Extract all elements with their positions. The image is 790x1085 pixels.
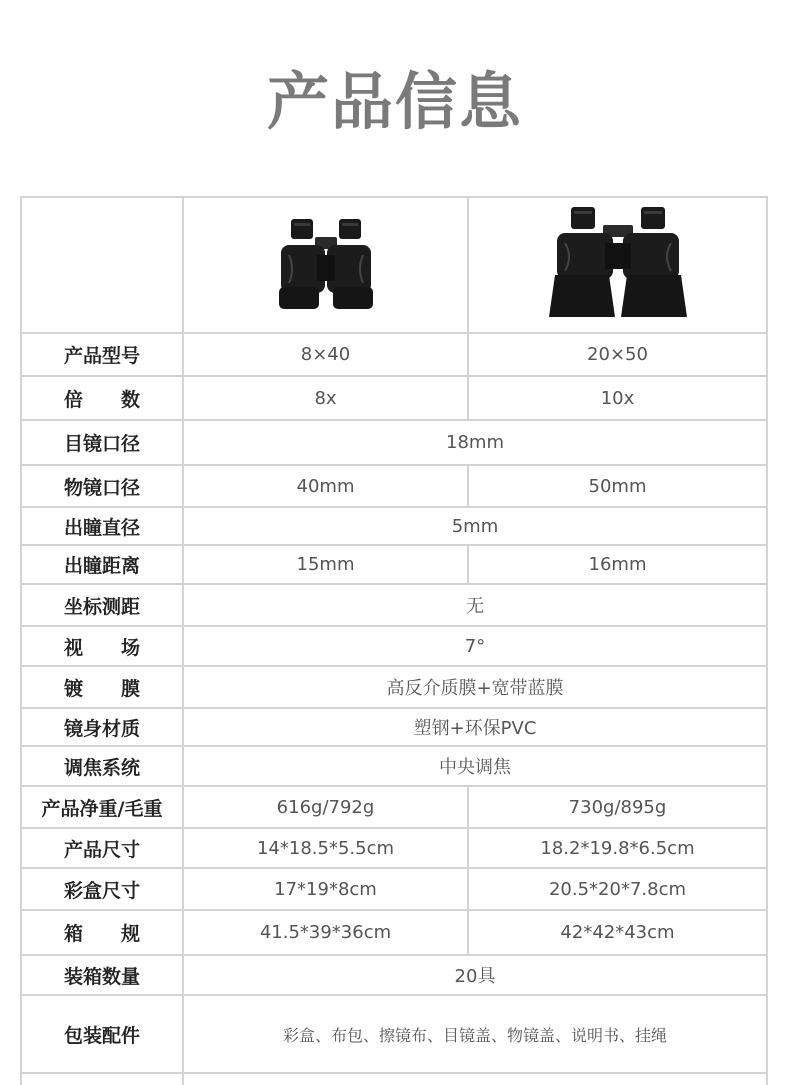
- spec-value-left: 15mm: [183, 545, 468, 584]
- spec-row: [21, 786, 767, 828]
- spec-value-right: 18.2*19.8*6.5cm: [468, 828, 767, 868]
- spec-value-right: 10x: [468, 376, 767, 420]
- spec-label: 镜身材质: [21, 708, 183, 746]
- spec-value: 7°: [183, 626, 767, 666]
- spec-row: [21, 584, 767, 626]
- spec-value-left: 14*18.5*5.5cm: [183, 828, 468, 868]
- spec-label: 出瞳距离: [21, 545, 183, 584]
- spec-label: 箱 规: [21, 910, 183, 955]
- spec-label: 视 场: [21, 626, 183, 666]
- spec-row: [21, 868, 767, 910]
- spec-label: 调焦系统: [21, 746, 183, 786]
- spec-value-right: 730g/895g: [468, 786, 767, 828]
- spec-label: 包装配件: [21, 995, 183, 1073]
- spec-table: [20, 196, 768, 1085]
- empty-cell: [183, 1073, 767, 1085]
- spec-value-left: 8×40: [183, 333, 468, 376]
- spec-row: [21, 545, 767, 584]
- spec-label: 出瞳直径: [21, 507, 183, 545]
- spec-value: 彩盒、布包、擦镜布、目镜盖、物镜盖、说明书、挂绳: [183, 995, 767, 1073]
- spec-row: [21, 420, 767, 465]
- spec-row: [21, 376, 767, 420]
- empty-cell: [21, 1073, 183, 1085]
- spec-value-left: 40mm: [183, 465, 468, 507]
- spec-value: 高反介质膜+宽带蓝膜: [183, 666, 767, 708]
- spec-label: 倍 数: [21, 376, 183, 420]
- spec-row: [21, 333, 767, 376]
- spec-label: 物镜口径: [21, 465, 183, 507]
- spec-row: [21, 955, 767, 995]
- page-title: 产品信息: [266, 65, 523, 138]
- spec-value-left: 616g/792g: [183, 786, 468, 828]
- spec-value-right: 50mm: [468, 465, 767, 507]
- empty-header-cell: [21, 197, 183, 333]
- spec-value-right: 20×50: [468, 333, 767, 376]
- spec-row: [21, 910, 767, 955]
- spec-value-right: 20.5*20*7.8cm: [468, 868, 767, 910]
- spec-row: [21, 465, 767, 507]
- spec-value: 20具: [183, 955, 767, 995]
- spec-label: 彩盒尺寸: [21, 868, 183, 910]
- spec-row: [21, 626, 767, 666]
- spec-label: 镀 膜: [21, 666, 183, 708]
- spec-value-left: 17*19*8cm: [183, 868, 468, 910]
- spec-row: [21, 828, 767, 868]
- spec-row: [21, 507, 767, 545]
- spec-value: 无: [183, 584, 767, 626]
- table-bottom-edge: [21, 1073, 767, 1085]
- spec-label: 坐标测距: [21, 584, 183, 626]
- product-image-row: [21, 197, 767, 333]
- spec-value: 塑钢+环保PVC: [183, 708, 767, 746]
- product-image-20x50: [468, 197, 767, 333]
- spec-row: [21, 746, 767, 786]
- binoculars-20x50-icon: [543, 205, 693, 325]
- spec-label: 装箱数量: [21, 955, 183, 995]
- spec-label: 产品净重/毛重: [21, 786, 183, 828]
- spec-row: [21, 708, 767, 746]
- spec-value-right: 16mm: [468, 545, 767, 584]
- spec-label: 目镜口径: [21, 420, 183, 465]
- spec-value: 中央调焦: [183, 746, 767, 786]
- spec-value-left: 8x: [183, 376, 468, 420]
- spec-value-right: 42*42*43cm: [468, 910, 767, 955]
- spec-value: 18mm: [183, 420, 767, 465]
- spec-value-left: 41.5*39*36cm: [183, 910, 468, 955]
- spec-value: 5mm: [183, 507, 767, 545]
- spec-label: 产品型号: [21, 333, 183, 376]
- spec-label: 产品尺寸: [21, 828, 183, 868]
- binoculars-8x40-icon: [261, 215, 391, 315]
- spec-row: [21, 995, 767, 1073]
- product-image-8x40: [183, 197, 468, 333]
- spec-row: [21, 666, 767, 708]
